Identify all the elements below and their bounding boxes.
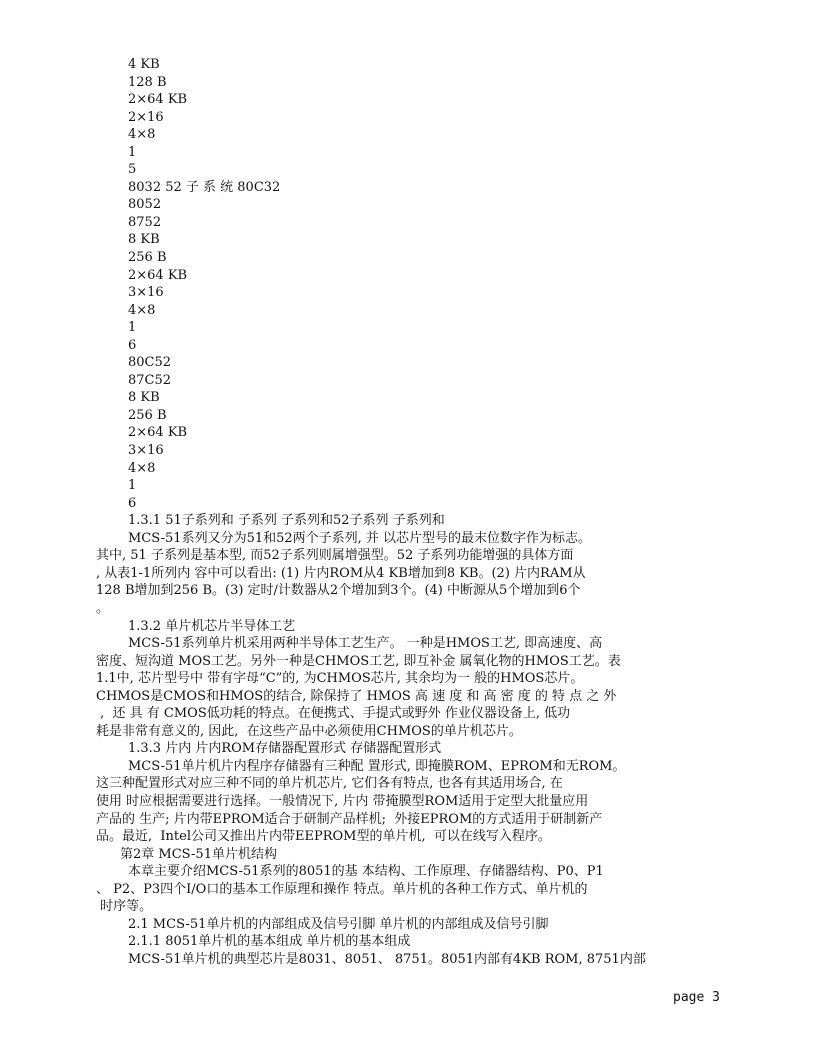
text-line: 8052 (128, 197, 162, 213)
text-line: 时序等。 (96, 899, 153, 915)
text-line: 3×16 (128, 285, 164, 301)
text-line: 8 KB (128, 390, 160, 406)
text-line: 。 (96, 600, 110, 616)
text-line: 6 (128, 337, 137, 353)
text-line: 128 B增加到256 B。(3) 定时/计数器从2个增加到3个。(4) 中断源从5个增加到6个 (96, 583, 581, 599)
text-line: 6 (128, 495, 137, 511)
text-line: 其中, 51 子系列是基本型, 而52子系列则属增强型。52 子系列功能增强的具体方面 (96, 548, 574, 564)
text-line: 2.1 MCS-51单片机的内部组成及信号引脚 单片机的内部组成及信号引脚 (128, 916, 549, 932)
text-line: 品。最近, Intel公司又推出片内带EEPROM型的单片机, 可以在线写入程序。 (96, 829, 551, 845)
text-line: 80C52 (128, 355, 172, 371)
text-line: 4 KB (128, 57, 160, 72)
text-line: MCS-51系列单片机采用两种半导体工艺生产。 一种是HMOS工艺, 即高速度、高 (128, 636, 603, 652)
text-line: 这三种配置形式对应三种不同的单片机芯片, 它们各有特点, 也各有其适用场合, 在 (96, 776, 563, 792)
text-line: 256 B (128, 250, 167, 266)
text-line: 8 KB (128, 232, 160, 248)
text-line: 1.3.1 51子系列和 子系列 子系列和52子系列 子系列和 (128, 513, 445, 529)
text-line: , 从表1-1所列内 容中可以看出: (1) 片内ROM从4 KB增加到8 KB。(2) 片内RAM从 (96, 565, 586, 581)
text-line: 1.3.3 片内 片内ROM存储器配置形式 存储器配置形式 (128, 741, 442, 757)
text-line: MCS-51系列又分为51和52两个子系列, 并 以芯片型号的最末位数字作为标志。 (128, 530, 592, 546)
text-line: 本章主要介绍MCS-51系列的8051的基 本结构、工作原理、存储器结构、P0、P1 (128, 864, 604, 880)
text-line: 耗是非常有意义的, 因此, 在这些产品中必须使用CHMOS的单片机芯片。 (96, 723, 522, 739)
text-line: 5 (128, 162, 137, 178)
text-line: 、 P2、P3四个I/O口的基本工作原理和操作 特点。单片机的各种工作方式、单片机的 (96, 881, 588, 897)
text-line: 4×8 (128, 460, 156, 476)
text-line: MCS-51单片机的典型芯片是8031、8051、 8751。8051内部有4KB ROM, 8751内部 (128, 951, 646, 967)
text-line: 2×16 (128, 109, 164, 125)
text-line: 1 (128, 144, 137, 160)
text-line: 2×64 KB (128, 425, 188, 441)
text-line: 1 (128, 478, 137, 494)
page-number: page 3 (673, 990, 720, 1005)
text-line: 第2章 MCS-51单片机结构 (120, 846, 277, 862)
text-line: MCS-51单片机片内程序存储器有三种配 置形式, 即掩膜ROM、EPROM和无ROM。 (128, 758, 626, 774)
text-line: 4×8 (128, 302, 156, 318)
text-line: 8752 (128, 214, 162, 230)
text-line: , 还 具 有 CMOS低功耗的特点。在便携式、手提式或野外 作业仪器设备上, 低功 (96, 706, 571, 722)
text-line: 87C52 (128, 372, 172, 388)
text-line: 1 (128, 320, 137, 336)
text-line: 2×64 KB (128, 92, 188, 108)
text-line: CHMOS是CMOS和HMOS的结合, 除保持了 HMOS 高 速 度 和 高 密 度 的 特 点 之 外 (96, 688, 617, 704)
text-line: 2.1.1 8051单片机的基本组成 单片机的基本组成 (128, 934, 411, 950)
document-body (96, 56, 706, 968)
text-line: 1.1中, 芯片型号中 带有字母“C”的, 为CHMOS芯片, 其余均为一 般的HMOS芯片。 (96, 671, 584, 687)
text-line: 1.3.2 单片机芯片半导体工艺 (128, 618, 296, 634)
text-line: 2×64 KB (128, 267, 188, 283)
text-line: 使用 时应根据需要进行选择。一般情况下, 片内 带掩膜型ROM适用于定型大批量应用 (96, 793, 589, 809)
text-line: 3×16 (128, 443, 164, 459)
text-line: 8032 52 子 系 统 80C32 (128, 179, 281, 195)
text-line: 128 B (128, 74, 167, 90)
text-line: 密度、短沟道 MOS工艺。另外一种是CHMOS工艺, 即互补金 属氧化物的HMOS工艺。表 (96, 653, 621, 669)
text-line: 256 B (128, 407, 167, 423)
text-line: 4×8 (128, 127, 156, 143)
text-line: 产品的 生产; 片内带EPROM适合于研制产品样机; 外接EPROM的方式适用于研制新产 (96, 811, 603, 827)
